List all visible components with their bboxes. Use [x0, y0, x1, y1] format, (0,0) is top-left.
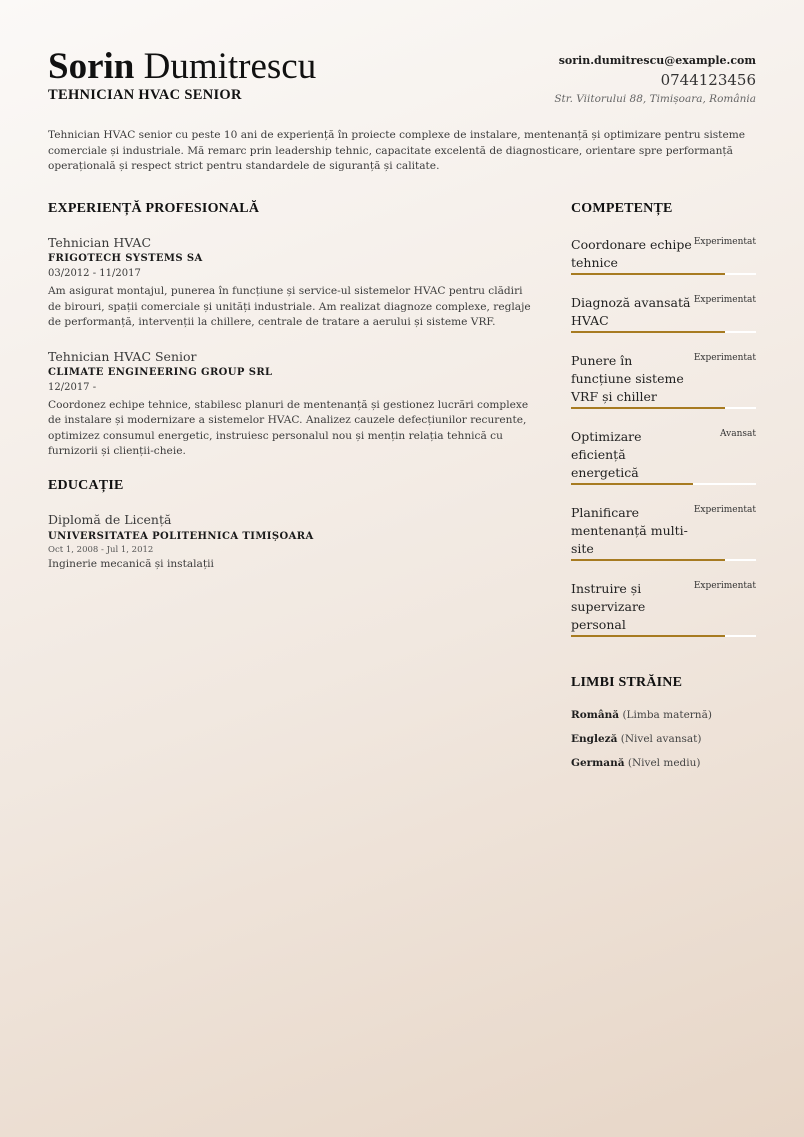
email-text: sorin.dumitrescu@example.com [558, 54, 756, 67]
skill-item [571, 235, 756, 275]
skill-level: Experimentat [693, 295, 756, 305]
skill-bar [571, 559, 756, 561]
main-column [48, 201, 538, 572]
skill-item [571, 427, 756, 485]
skill-item [571, 351, 756, 409]
education-degree: Diplomă de Licență [48, 511, 172, 527]
skill-name: Diagnoză avansată HVAC [571, 295, 691, 328]
language-name: Română [571, 709, 620, 721]
skill-item [571, 293, 756, 333]
job-company: FRIGOTECH SYSTEMS SA [48, 253, 203, 264]
skill-level: Experimentat [693, 353, 756, 363]
phone-text: 0744123456 [660, 71, 756, 89]
profile-summary: Tehnician HVAC senior cu peste 10 ani de experiență în proiecte complexe de instalare, mentenanță și optimizare pentru sisteme comerciale și industriale. Mă remarc prin leadership tehnic, capacitate excelentă de diagnosticare, orientare spre performanță operațională și respect strict pentru standardele de siguranță și calitate. [48, 129, 746, 172]
candidate-name [48, 45, 316, 89]
job-dates: 03/2012 - 11/2017 [48, 268, 141, 279]
skills-section-title: COMPETENȚE [571, 201, 673, 216]
skill-level: Experimentat [693, 237, 756, 247]
experience-section-title: EXPERIENȚĂ PROFESIONALĂ [48, 201, 260, 216]
skill-name: Coordonare echipe tehnice [571, 237, 692, 270]
skill-bar-fill [571, 635, 725, 637]
contact-block [554, 54, 756, 106]
language-level: (Nivel mediu) [627, 757, 701, 769]
language-level: (Nivel avansat) [620, 733, 702, 745]
skill-item [571, 579, 756, 637]
skill-level: Experimentat [693, 505, 756, 515]
education-school: UNIVERSITATEA POLITEHNICA TIMIȘOARA [48, 530, 314, 542]
job-title: TEHNICIAN HVAC SENIOR [48, 87, 242, 103]
skill-name: Punere în funcțiune sisteme VRF și chiller [571, 353, 684, 404]
languages-section-title: LIMBI STRĂINE [571, 675, 683, 690]
language-name: Engleză [571, 733, 618, 745]
address-text: Str. Viitorului 88, Timișoara, România [554, 93, 756, 105]
skill-name: Planificare mentenanță multi-site [571, 505, 688, 556]
skill-bar-fill [571, 407, 725, 409]
skill-bar [571, 635, 756, 637]
education-entry [48, 512, 538, 572]
languages-section [571, 675, 756, 775]
skill-bar-fill [571, 483, 693, 485]
skill-bar-fill [571, 331, 725, 333]
skill-name: Optimizare eficiență energetică [571, 429, 642, 480]
side-column [571, 201, 756, 775]
skill-bar-fill [571, 559, 725, 561]
job-dates: 12/2017 - [48, 381, 97, 393]
language-item [571, 727, 756, 751]
first-name: Sorin [48, 46, 135, 87]
skill-bar [571, 483, 756, 485]
education-section-title: EDUCAȚIE [48, 477, 124, 493]
education-dates: Oct 1, 2008 - Jul 1, 2012 [48, 544, 154, 555]
resume-header [48, 0, 756, 110]
skill-name: Instruire și supervizare personal [571, 581, 646, 632]
job-role: Tehnician HVAC Senior [48, 348, 197, 364]
education-section [48, 478, 538, 572]
job-company: CLIMATE ENGINEERING GROUP SRL [48, 366, 273, 378]
job-role: Tehnician HVAC [48, 235, 152, 250]
job-description: Am asigurat montajul, punerea în funcțiune și service-ul sistemelor HVAC pentru clădiri de birouri, spații comerciale și unități industriale. Am realizat diagnoze complexe, reglaje de performanță, intervenții la chillere, centrale de tratare a aerului și sisteme VRF. [48, 285, 531, 328]
job-entry [48, 235, 538, 331]
skill-bar [571, 407, 756, 409]
skill-level: Experimentat [693, 581, 756, 591]
skill-bar-fill [571, 273, 725, 275]
skill-bar [571, 331, 756, 333]
language-item [571, 751, 756, 775]
last-name: Dumitrescu [143, 46, 317, 87]
language-name: Germană [571, 757, 625, 769]
job-entry [48, 349, 538, 460]
job-description: Coordonez echipe tehnice, stabilesc planuri de mentenanță și gestionez lucrări complexe de instalare și modernizare a sistemelor HVAC. Analizez cauzele defecțiunilor recurente, optimizez consumul energetic, instruiesc personalul nou și mențin relația tehnică cu furnizorii și clienții-cheie. [48, 398, 529, 457]
language-level: (Limba maternă) [622, 709, 712, 721]
skill-bar [571, 273, 756, 275]
skill-level: Avansat [720, 429, 756, 439]
education-field: Inginerie mecanică și instalații [48, 557, 214, 570]
skill-item [571, 503, 756, 561]
language-item [571, 703, 756, 727]
resume-page [48, 0, 756, 769]
